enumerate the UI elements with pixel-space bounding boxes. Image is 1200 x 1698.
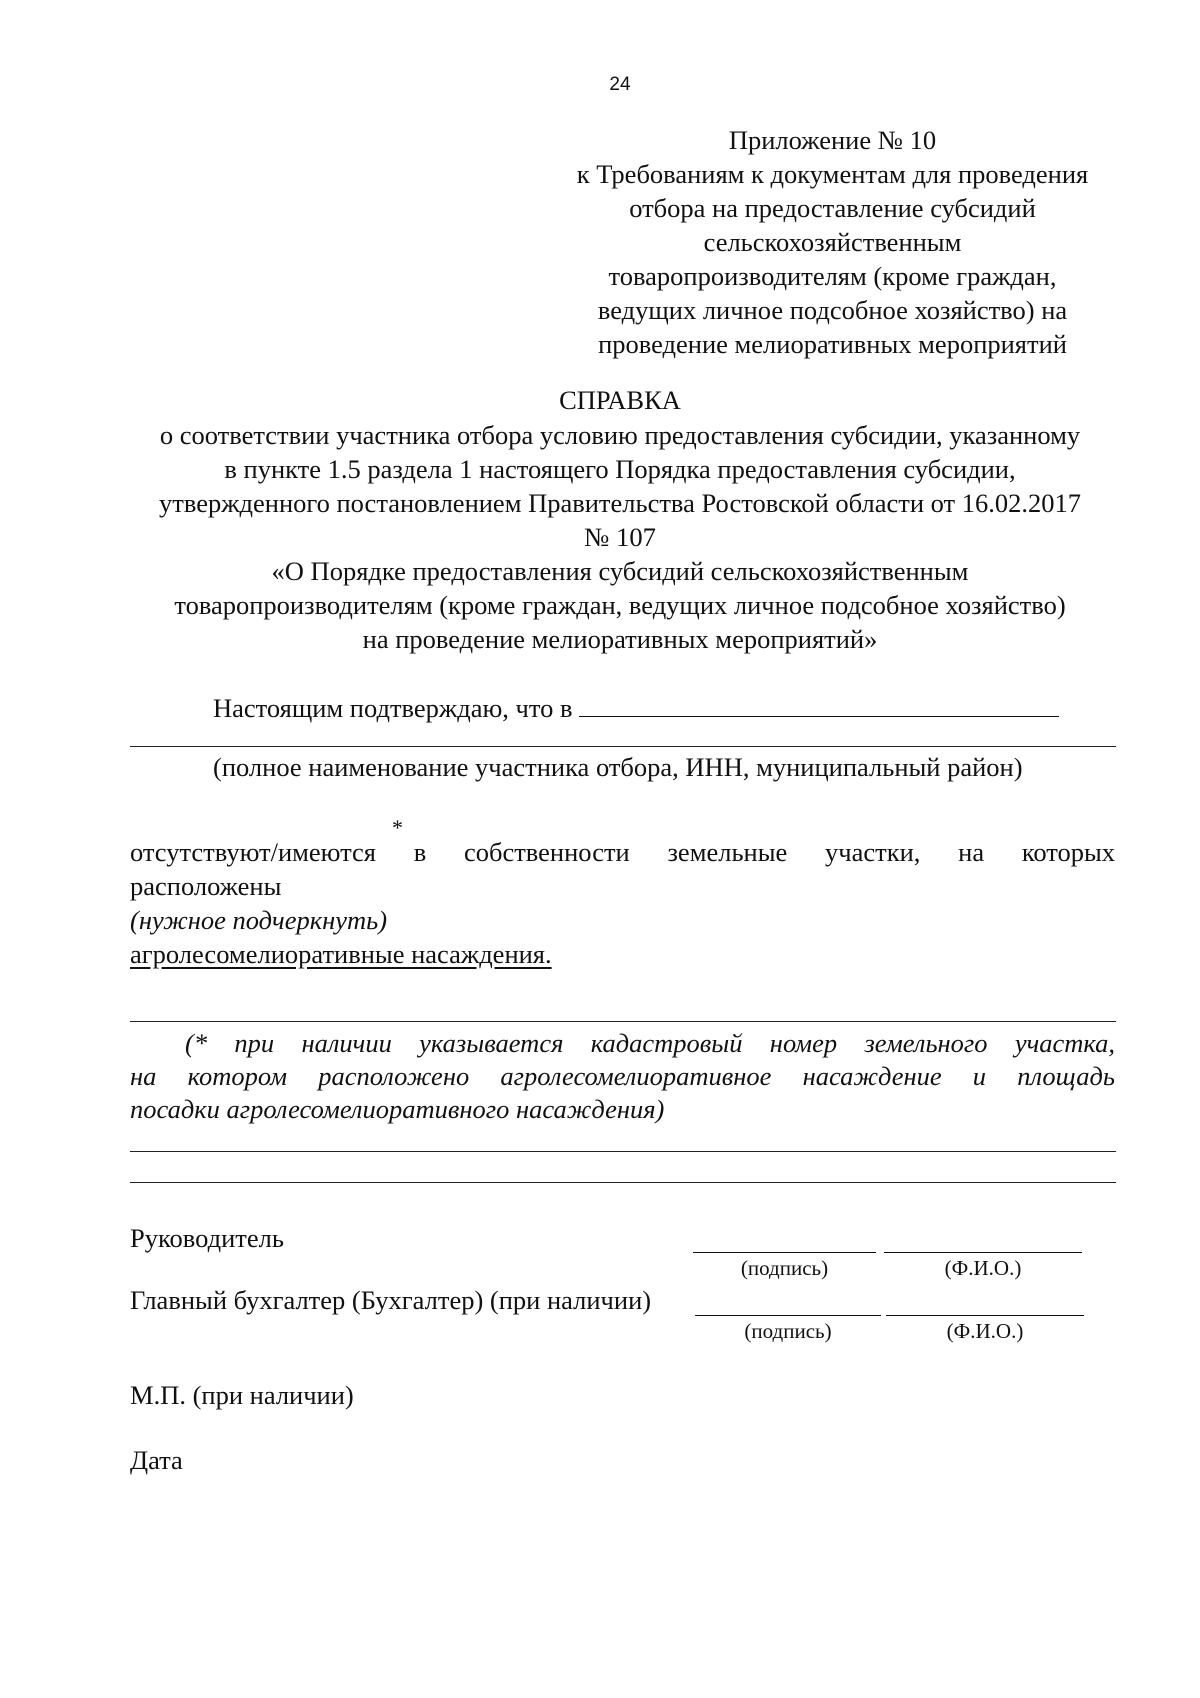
date-label: Дата <box>130 1445 183 1475</box>
statement-word: которых <box>1021 837 1116 867</box>
subtitle-line: «О Порядке предоставления субсидий сельскохозяйственным <box>271 556 969 586</box>
subtitle-line: о соответствии участника отбора условию предоставления субсидии, указанному <box>159 420 1081 450</box>
appendix-line: сельскохозяйственным <box>703 227 962 257</box>
appendix-line: Приложение № 10 <box>728 125 937 155</box>
head-name-line[interactable] <box>884 1252 1082 1253</box>
participant-caption: (полное наименование участника отбора, ИНН, муниципальный район) <box>213 752 1023 782</box>
subtitle-line: в пункте 1.5 раздела 1 настоящего Порядка предоставления субсидии, <box>224 454 1016 484</box>
accountant-name-line[interactable] <box>886 1315 1084 1316</box>
accountant-signature-line[interactable] <box>695 1315 881 1316</box>
blank-line[interactable] <box>130 1151 1116 1152</box>
appendix-line: к Требованиям к документам для проведения <box>576 159 1089 189</box>
statement-word: в <box>413 837 427 867</box>
cadastral-line[interactable] <box>130 1021 1116 1022</box>
subtitle-line: на проведение мелиоративных мероприятий» <box>362 624 878 654</box>
appendix-line: ведущих личное подсобное хозяйство) на <box>597 295 1068 325</box>
stamp-label: М.П. (при наличии) <box>130 1380 354 1410</box>
plantings-text: агролесомелиоративные насаждения. <box>130 939 552 969</box>
subtitle-line: утвержденного постановлением Правительства Ростовской области от 16.02.2017 <box>159 488 1081 518</box>
hint-text: (нужное подчеркнуть) <box>130 905 388 935</box>
signature-caption: (подпись) <box>744 1319 832 1343</box>
statement-continuation: расположены <box>130 871 282 901</box>
confirmation-text: Настоящим подтверждаю, что в <box>213 693 573 723</box>
footnote-marker: * <box>392 815 403 840</box>
confirmation-line <box>213 690 1059 725</box>
statement-word: земельные <box>667 837 788 867</box>
subtitle-line: товаропроизводителям (кроме граждан, ведущих личное подсобное хозяйство) <box>174 590 1066 620</box>
document-subtitle <box>120 418 1120 656</box>
appendix-header <box>560 123 1105 361</box>
footnote-line: (* при наличии указывается кадастровый номер земельного участка, <box>185 1028 1115 1058</box>
accountant-label: Главный бухгалтер (Бухгалтер) (при наличии) <box>130 1285 652 1315</box>
head-signature-line[interactable] <box>693 1252 876 1253</box>
statement-line <box>130 835 1115 869</box>
subtitle-line: № 107 <box>584 522 656 552</box>
name-caption: (Ф.И.О.) <box>946 1319 1024 1343</box>
name-caption: (Ф.И.О.) <box>944 1256 1022 1280</box>
appendix-line: отбора на предоставление субсидий <box>629 193 1036 223</box>
participant-fill-line[interactable] <box>579 690 1059 717</box>
head-label: Руководитель <box>130 1223 284 1253</box>
footnote-line: посадки агролесомелиоративного насаждения) <box>130 1094 665 1124</box>
footnote-line: на котором расположено агролесомелиоративное насаждение и площадь <box>130 1061 1115 1091</box>
statement-word: на <box>958 837 985 867</box>
blank-line[interactable] <box>130 1182 1116 1183</box>
statement-word: собственности <box>463 837 630 867</box>
signature-caption: (подпись) <box>740 1256 829 1280</box>
page-number: 24 <box>609 74 631 95</box>
statement-word: отсутствуют/имеются <box>130 837 376 867</box>
participant-name-line[interactable] <box>130 746 1116 747</box>
statement-word: участки, <box>825 837 921 867</box>
appendix-line: товаропроизводителям (кроме граждан, <box>608 261 1057 291</box>
document-title: СПРАВКА <box>559 385 681 415</box>
appendix-line: проведение мелиоративных мероприятий <box>598 329 1067 359</box>
